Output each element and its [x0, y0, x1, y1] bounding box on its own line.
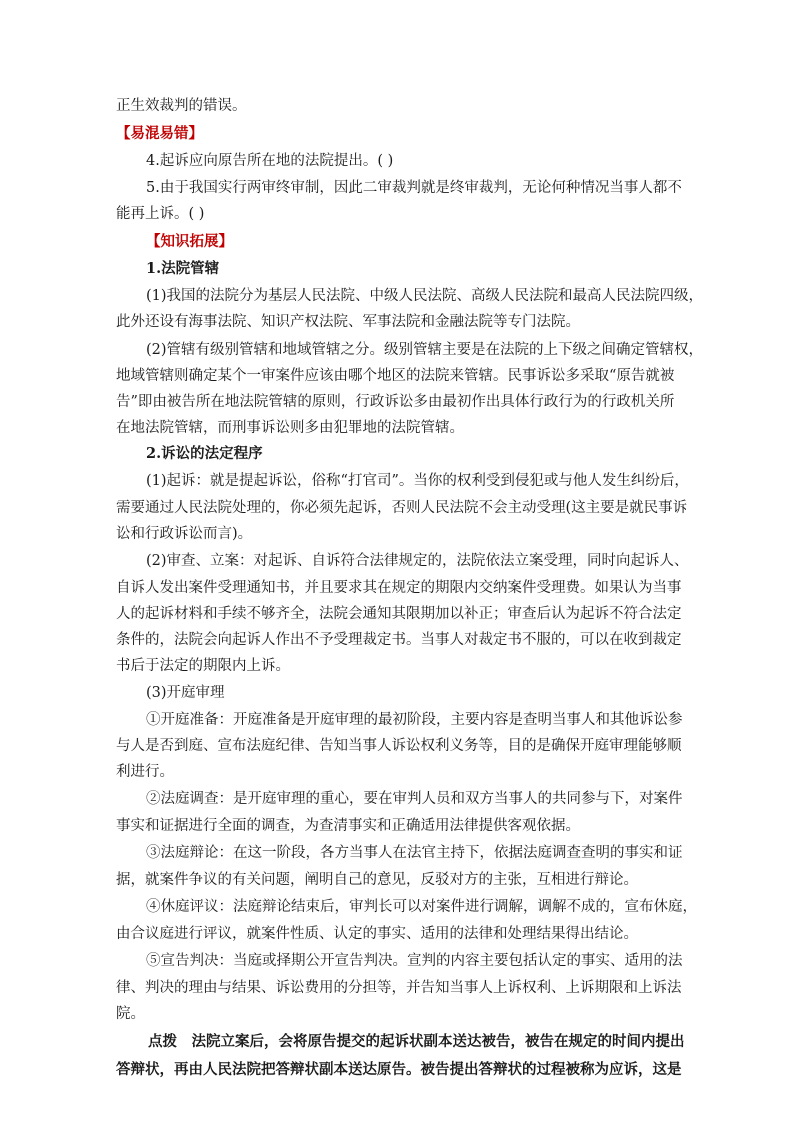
paragraph-line: ②法庭调查：是开庭审理的重心，要在审判人员和双方当事人的共同参与下，对案件 — [146, 791, 683, 807]
subheading-court-jurisdiction: 1.法院管辖 — [146, 260, 220, 277]
paragraph-line: 事实和证据进行全面的调查，为查清事实和正确适用法律提供客观依据。 — [116, 818, 580, 834]
subheading-legal-procedure: 2.诉讼的法定程序 — [146, 445, 263, 462]
paragraph-line: 律、判决的理由与结果、诉讼费用的分担等，并告知当事人上诉权利、上诉期限和上诉法 — [116, 980, 682, 996]
tip-paragraph: 点拨 法院立案后，会将原告提交的起诉状副本送达被告，被告在规定的时间内提出 — [148, 1034, 685, 1050]
paragraph-line: 地域管辖则确定某个一审案件应该由哪个地区的法院来管辖。民事诉讼多采取“原告就被 — [116, 368, 675, 384]
paragraph-line: (1)我国的法院分为基层人民法院、中级人民法院、高级人民法院和最高人民法院四级， — [146, 288, 704, 304]
paragraph-line: (2)管辖有级别管辖和地域管辖之分。级别管辖主要是在法院的上下级之间确定管辖权， — [146, 342, 704, 358]
paragraph-line: 讼和行政诉讼而言)。 — [116, 526, 253, 542]
paragraph-line: 与人是否到庭、宣布法庭纪律、告知当事人诉讼权利义务等，目的是确保开庭审理能够顺 — [116, 738, 682, 754]
paragraph-line: 利进行。 — [116, 764, 174, 780]
paragraph-line: 正生效裁判的错误。 — [116, 98, 247, 114]
paragraph-line: 人的起诉材料和手续不够齐全，法院会通知其限期加以补正；审查后认为起诉不符合法定 — [116, 606, 682, 622]
paragraph-line: 据，就案件争议的有关问题，阐明自己的意见，反驳对方的主张，互相进行辩论。 — [116, 872, 638, 888]
paragraph-line: 自诉人发出案件受理通知书，并且要求其在规定的期限内交纳案件受理费。如果认为当事 — [116, 580, 682, 596]
paragraph-line: 在地法院管辖，而刑事诉讼则多由犯罪地的法院管辖。 — [116, 420, 464, 436]
paragraph-line: 告”即由被告所在地法院管辖的原则，行政诉讼多由最初作出具体行政行为的行政机关所 — [116, 394, 675, 410]
paragraph-line: 由合议庭进行评议，就案件性质、认定的事实、适用的法律和处理结果得出结论。 — [116, 926, 638, 942]
question-4: 4.起诉应向原告所在地的法院提出。( ) — [146, 153, 394, 169]
subheading-trial: (3)开庭审理 — [146, 685, 225, 701]
paragraph-line: ④休庭评议：法庭辩论结束后，审判长可以对案件进行调解，调解不成的，宣布休庭， — [146, 899, 697, 915]
question-5: 5.由于我国实行两审终审制，因此二审裁判就是终审裁判，无论何种情况当事人都不 — [146, 180, 682, 196]
paragraph-line: ⑤宣告判决：当庭或择期公开宣告判决。宣判的内容主要包括认定的事实、适用的法 — [146, 953, 683, 969]
paragraph-line: 需要通过人民法院处理的，你必须先起诉，否则人民法院不会主动受理(这主要是就民事诉 — [116, 500, 688, 516]
tip-paragraph-continued: 答辩状，再由人民法院把答辩状副本送达原告。被告提出答辩状的过程被称为应诉，这是 — [116, 1062, 682, 1078]
paragraph-line: 条件的，法院会向起诉人作出不予受理裁定书。当事人对裁定书不服的，可以在收到裁定 — [116, 632, 682, 648]
paragraph-line: ①开庭准备：开庭准备是开庭审理的最初阶段，主要内容是查明当事人和其他诉讼参 — [146, 712, 683, 728]
question-5-continued: 能再上诉。( ) — [116, 206, 205, 222]
paragraph-line: 书后于法定的期限内上诉。 — [116, 658, 290, 674]
paragraph-line: (2)审查、立案：对起诉、自诉符合法律规定的，法院依法立案受理，同时向起诉人、 — [146, 553, 689, 569]
paragraph-line: 院。 — [116, 1006, 145, 1022]
paragraph-line: ③法庭辩论：在这一阶段，各方当事人在法官主持下，依据法庭调查查明的事实和证 — [146, 845, 683, 861]
paragraph-line: (1)起诉：就是提起诉讼，俗称“打官司”。当你的权利受到侵犯或与他人发生纠纷后， — [146, 473, 689, 489]
section-heading-confusion: 【易混易错】 — [116, 125, 203, 142]
paragraph-line: 此外还设有海事法院、知识产权法院、军事法院和金融法院等专门法院。 — [116, 314, 580, 330]
section-heading-knowledge-extension: 【知识拓展】 — [146, 233, 233, 250]
